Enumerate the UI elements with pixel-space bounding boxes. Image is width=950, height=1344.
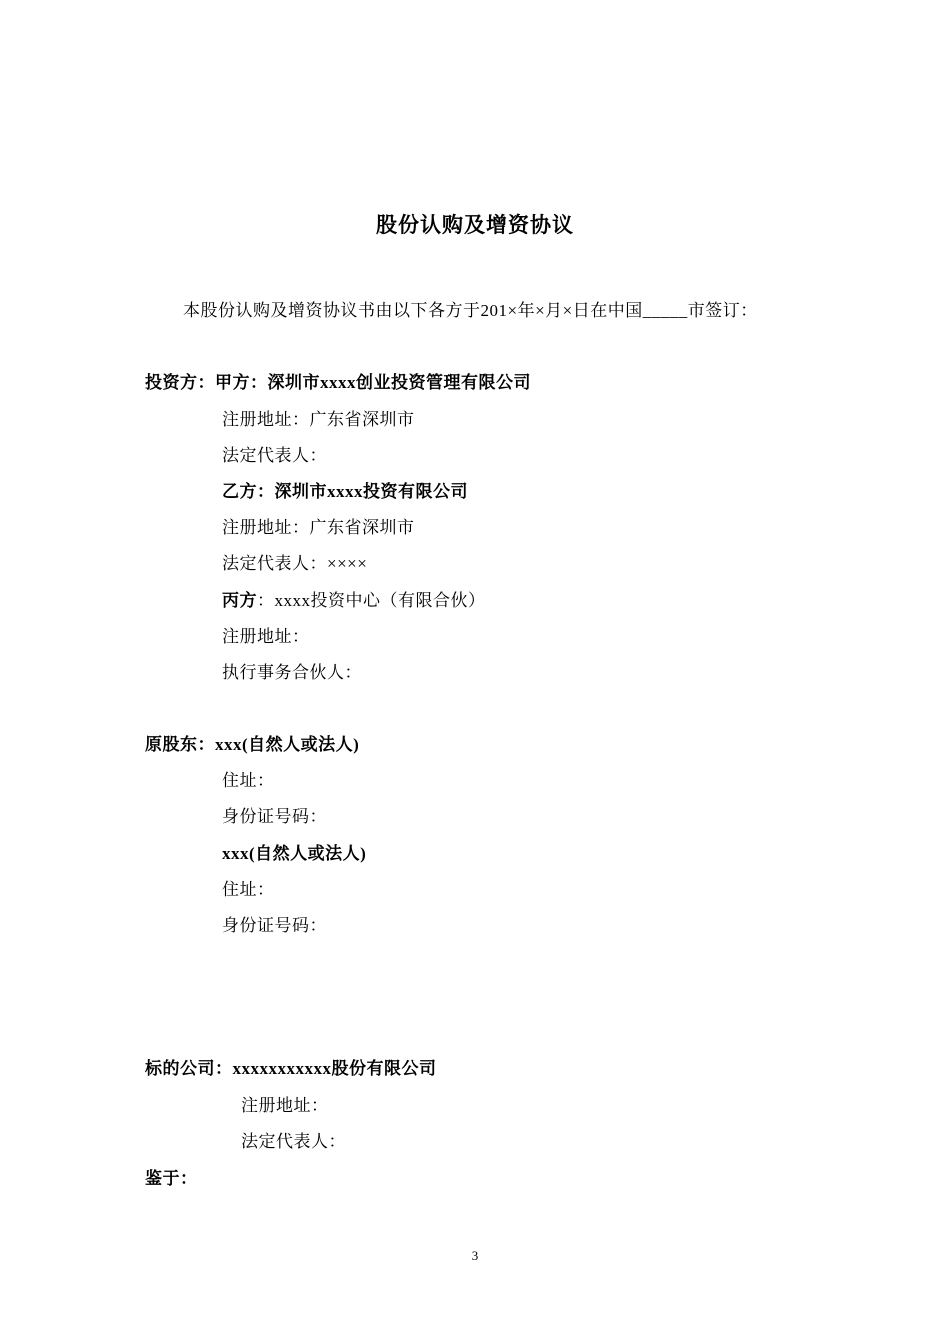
party-c-address: 注册地址： [222, 627, 310, 646]
target-address: 注册地址： [241, 1096, 329, 1115]
party-a-rep: 法定代表人： [222, 446, 327, 465]
holder-1-name: xxx(自然人或法人) [215, 735, 360, 754]
party-b-label: 乙方： [222, 482, 275, 501]
party-b-address: 注册地址：广东省深圳市 [222, 518, 415, 537]
shareholders-heading: 原股东： [145, 735, 215, 754]
shareholders-section [145, 734, 359, 756]
target-rep: 法定代表人： [241, 1132, 346, 1151]
holder-1-address: 住址： [222, 771, 275, 790]
party-c-heading [222, 590, 486, 612]
holder-2-address: 住址： [222, 880, 275, 899]
party-a-address: 注册地址：广东省深圳市 [222, 410, 415, 429]
party-c-label: 丙方 [222, 591, 257, 610]
document-title: 股份认购及增资协议 [376, 213, 574, 237]
party-a-label: 甲方： [215, 373, 268, 392]
party-b-rep: 法定代表人：×××× [222, 554, 368, 573]
target-heading: 标的公司： [145, 1059, 233, 1078]
party-a-name: 深圳市xxxx创业投资管理有限公司 [267, 373, 531, 392]
holder-2-name: xxx(自然人或法人) [222, 844, 367, 863]
holder-2-id: 身份证号码： [222, 916, 327, 935]
whereas-heading: 鉴于： [145, 1169, 198, 1188]
party-c-name: ：xxxx投资中心（有限合伙） [257, 591, 486, 610]
party-c-partner: 执行事务合伙人： [222, 663, 362, 682]
target-name: xxxxxxxxxxx股份有限公司 [232, 1059, 437, 1078]
intro-paragraph: 本股份认购及增资协议书由以下各方于201×年×月×日在中国_____市签订： [183, 301, 758, 320]
page-number: 3 [471, 1248, 479, 1263]
investors-section [145, 372, 531, 394]
target-section [145, 1058, 437, 1080]
holder-1-id: 身份证号码： [222, 807, 327, 826]
party-b-name: 深圳市xxxx投资有限公司 [274, 482, 468, 501]
investors-heading: 投资方： [145, 373, 215, 392]
party-b-heading [222, 481, 468, 503]
